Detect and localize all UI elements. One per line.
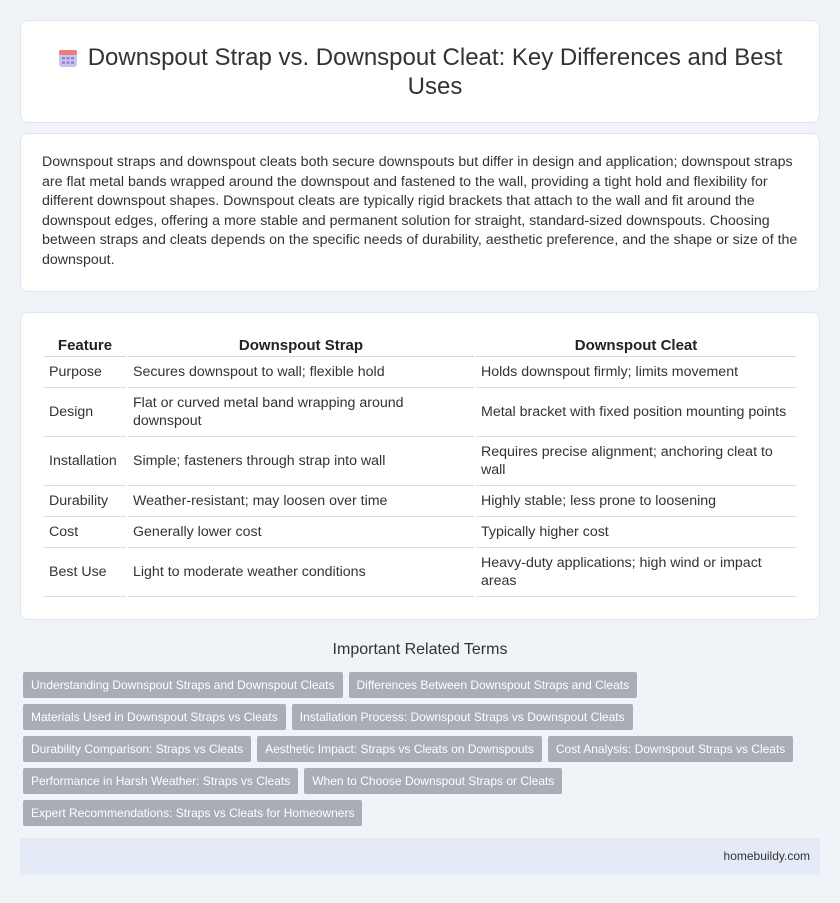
row-strap: Light to moderate weather conditions: [128, 548, 474, 597]
table-row: [44, 388, 796, 437]
row-cleat: Requires precise alignment; anchoring cleat to wall: [476, 437, 796, 486]
header-cleat: Downspout Cleat: [476, 333, 796, 357]
related-terms-list: [23, 672, 803, 826]
row-feature: Installation: [44, 437, 126, 486]
table-header-row: [44, 333, 796, 357]
header-strap: Downspout Strap: [128, 333, 474, 357]
related-term-tag[interactable]: Aesthetic Impact: Straps vs Cleats on Downspouts: [257, 736, 542, 762]
footer-site-link[interactable]: homebuildy.com: [723, 849, 810, 863]
related-term-tag[interactable]: Differences Between Downspout Straps and Cleats: [349, 672, 638, 698]
intro-card: [20, 133, 820, 292]
row-cleat: Metal bracket with fixed position mounting points: [476, 388, 796, 437]
table-row: [44, 548, 796, 597]
page-title: Downspout Strap vs. Downspout Cleat: Key Differences and Best Uses: [87, 44, 783, 100]
header-feature: Feature: [44, 333, 126, 357]
related-term-tag[interactable]: Expert Recommendations: Straps vs Cleats for Homeowners: [23, 800, 362, 826]
related-term-tag[interactable]: Durability Comparison: Straps vs Cleats: [23, 736, 251, 762]
row-cleat: Heavy-duty applications; high wind or impact areas: [476, 548, 796, 597]
row-feature: Purpose: [44, 357, 126, 388]
row-cleat: Holds downspout firmly; limits movement: [476, 357, 796, 388]
row-strap: Secures downspout to wall; flexible hold: [128, 357, 474, 388]
footer: [20, 838, 820, 875]
row-strap: Weather-resistant; may loosen over time: [128, 486, 474, 517]
related-term-tag[interactable]: Installation Process: Downspout Straps vs Downspout Cleats: [292, 704, 633, 730]
comparison-table: [42, 333, 798, 597]
row-feature: Cost: [44, 517, 126, 548]
row-cleat: Typically higher cost: [476, 517, 796, 548]
table-row: [44, 486, 796, 517]
title-card: [20, 20, 820, 123]
related-terms-heading: Important Related Terms: [332, 641, 508, 658]
intro-paragraph: Downspout straps and downspout cleats both secure downspouts but differ in design and application; downspout straps are flat metal bands wrapped around the downspout and fastened to the wall, providing a tight hold and flexibility for different downspout shapes. Downspout cleats are typically rigid brackets that attach to the wall and fit around the downspout edges, offering a more stable and permanent solution for straight, standard-sized downspouts. Choosing between straps and cleats depends on the specific needs of durability, aesthetic preference, and the shape or size of the downspout.: [42, 154, 798, 268]
related-term-tag[interactable]: Materials Used in Downspout Straps vs Cleats: [23, 704, 286, 730]
row-strap: Simple; fasteners through strap into wall: [128, 437, 474, 486]
related-term-tag[interactable]: Performance in Harsh Weather: Straps vs Cleats: [23, 768, 298, 794]
row-feature: Durability: [44, 486, 126, 517]
related-term-tag[interactable]: When to Choose Downspout Straps or Cleats: [304, 768, 562, 794]
row-cleat: Highly stable; less prone to loosening: [476, 486, 796, 517]
row-strap: Flat or curved metal band wrapping around downspout: [128, 388, 474, 437]
comparison-card: [20, 312, 820, 620]
related-term-tag[interactable]: Cost Analysis: Downspout Straps vs Cleats: [548, 736, 793, 762]
table-row: [44, 357, 796, 388]
related-term-tag[interactable]: Understanding Downspout Straps and Downspout Cleats: [23, 672, 343, 698]
row-strap: Generally lower cost: [128, 517, 474, 548]
table-row: [44, 437, 796, 486]
table-row: [44, 517, 796, 548]
row-feature: Best Use: [44, 548, 126, 597]
row-feature: Design: [44, 388, 126, 437]
